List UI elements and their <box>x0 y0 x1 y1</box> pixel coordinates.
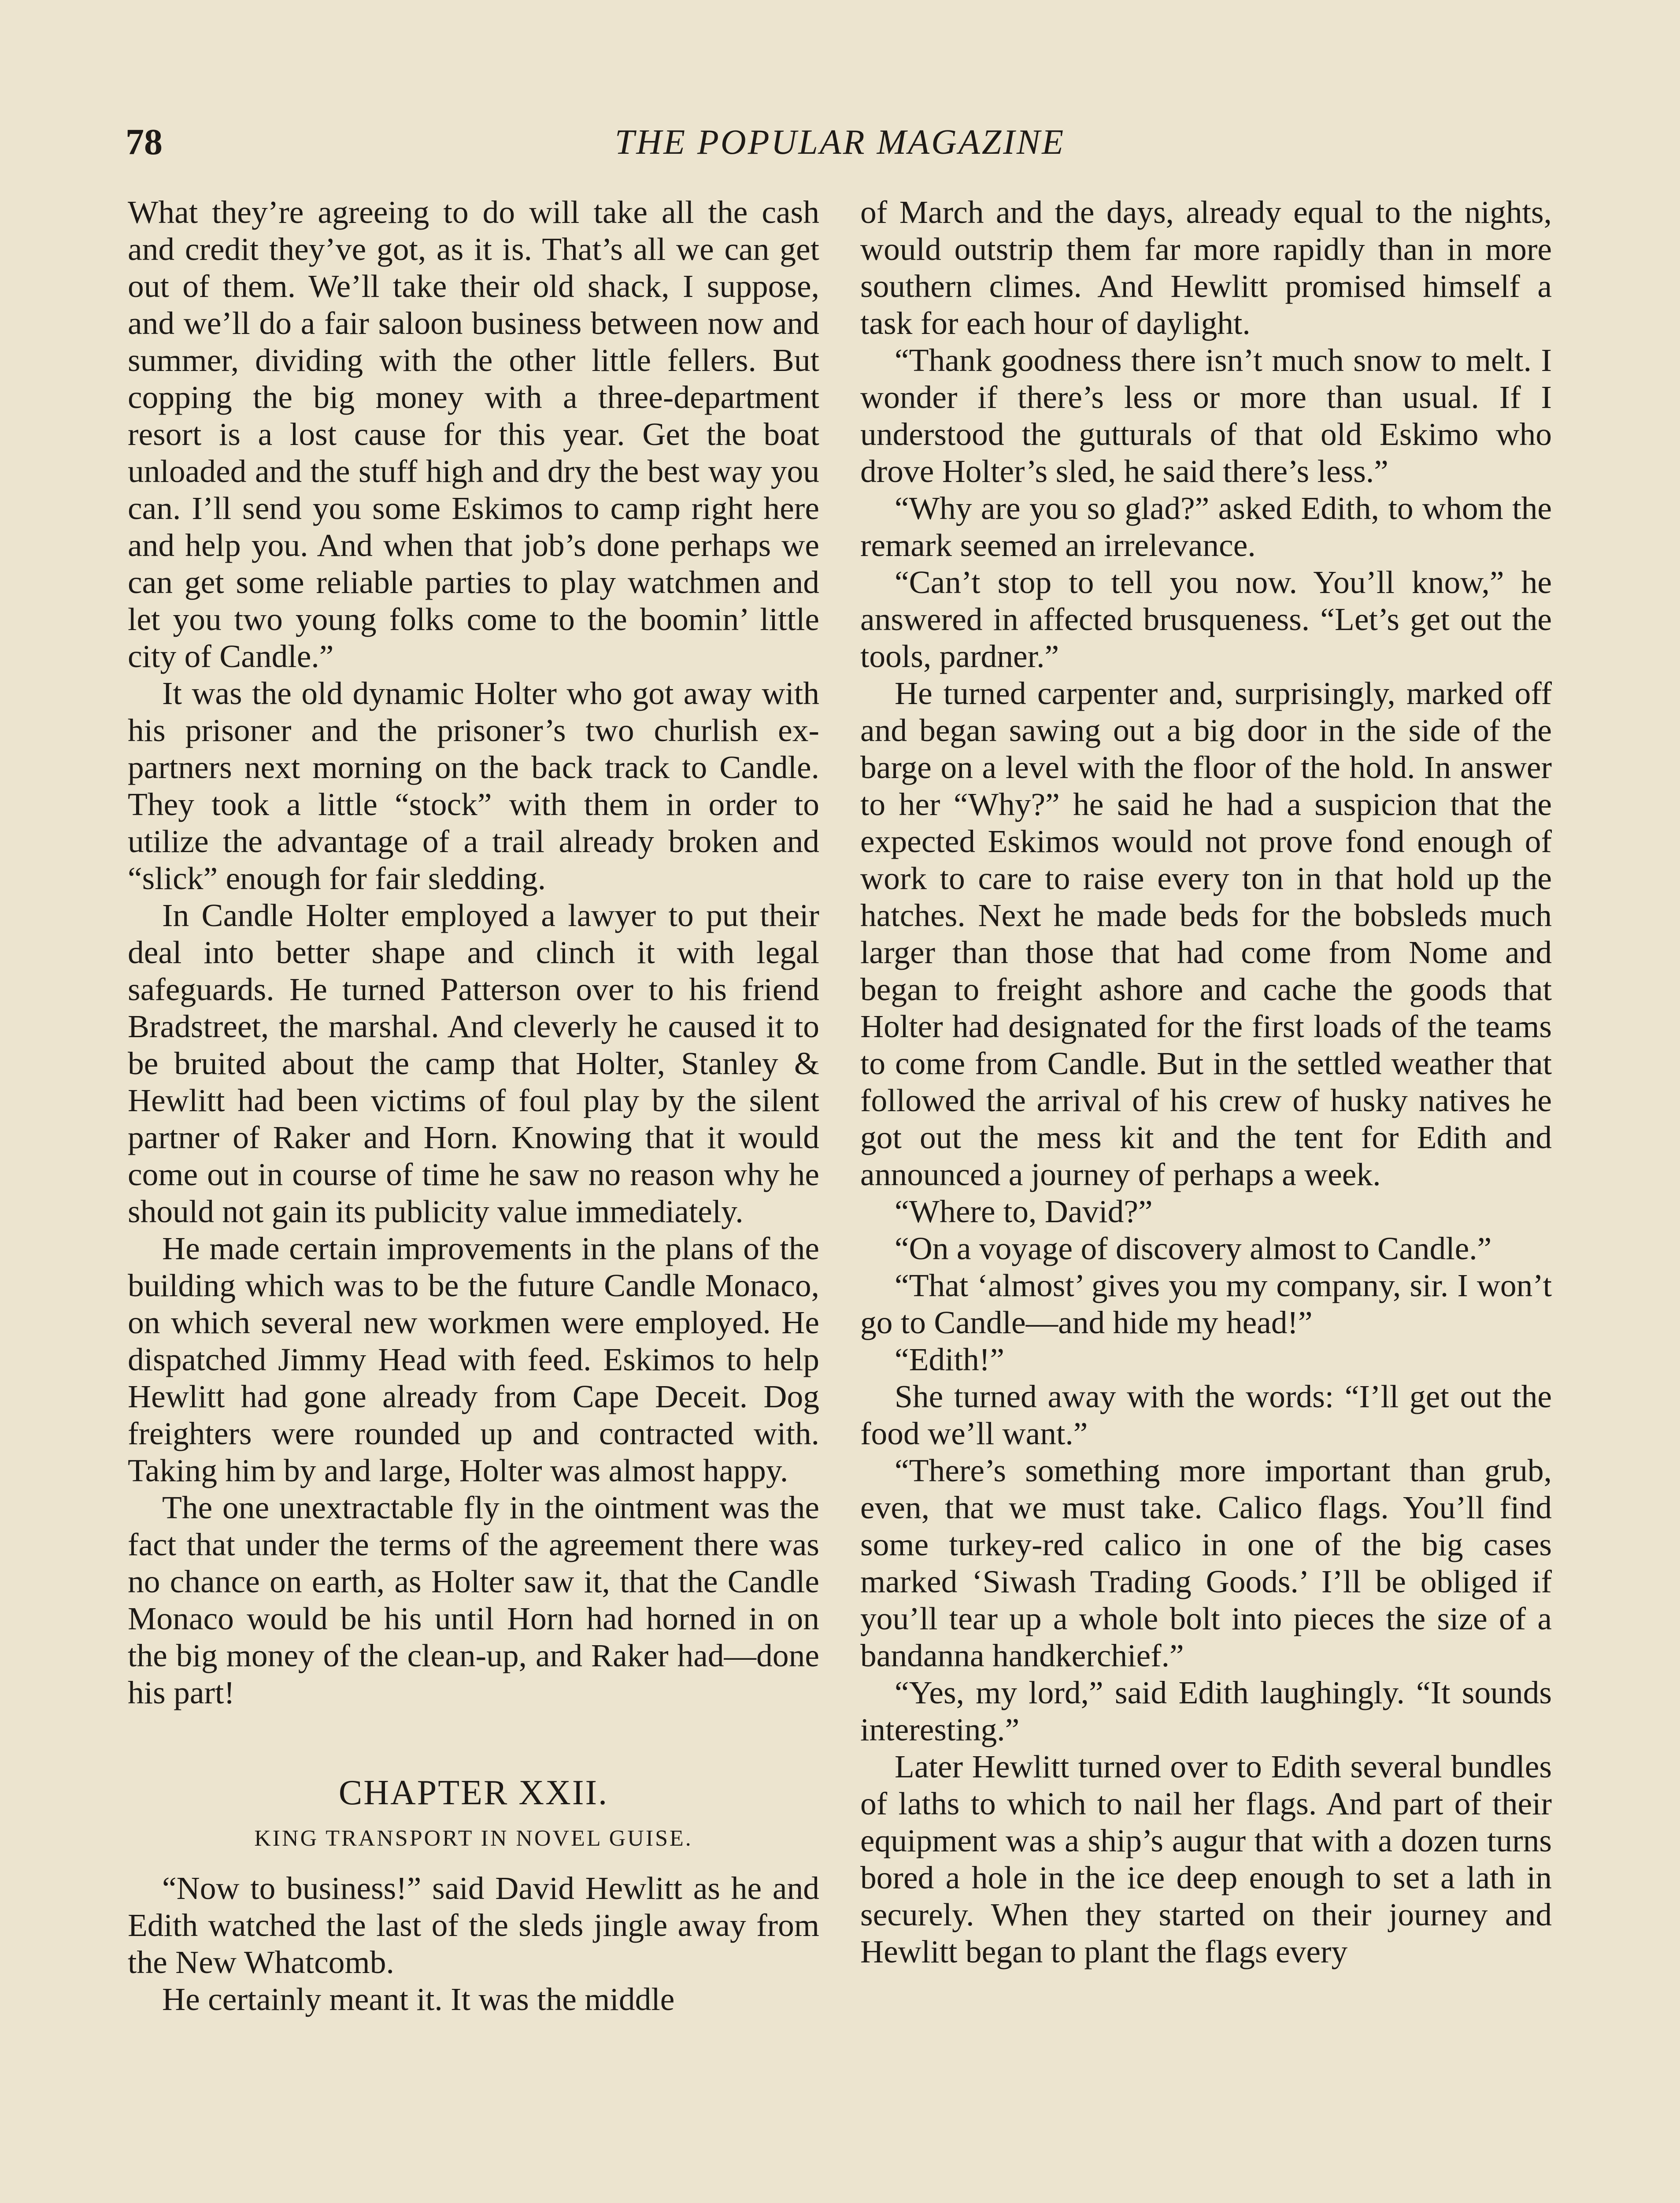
paragraph: He made certain improvements in the plans of the building which was to be the future Candle Monaco, on which several new workmen were employed. He dispatched Jimmy Head with feed. Eskimos to help Hewlitt had gone already from Cape Deceit. Dog freighters were rounded up and contracted with. Taking him by and large, Holter was almost happy. <box>128 1231 819 1488</box>
paragraph: Later Hewlitt turned over to Edith several bundles of laths to which to nail her flags. And part of their equipment was a ship’s augur that with a dozen turns bored a hole in the ice deep enough to set a lath in securely. When they started on their journey and Hewlitt began to plant the flags every <box>860 1749 1552 1969</box>
right-column <box>860 194 1552 1970</box>
page-number: 78 <box>126 122 163 163</box>
paragraph: “Now to business!” said David Hewlitt as he and Edith watched the last of the sleds jingle away from the New Whatcomb. <box>128 1870 819 1980</box>
paragraph: “On a voyage of discovery almost to Candle.” <box>895 1231 1492 1266</box>
chapter-subtitle: KING TRANSPORT IN NOVEL GUISE. <box>254 1826 693 1851</box>
paragraph: of March and the days, already equal to the nights, would outstrip them far more rapidly than in more southern climes. And Hewlitt promised himself a task for each hour of daylight. <box>860 194 1552 341</box>
paragraph: He certainly meant it. It was the middle <box>162 1981 675 2017</box>
paragraph: The one unextractable fly in the ointment was the fact that under the terms of the agreement there was no chance on earth, as Holter saw it, that the Candle Monaco would be his until Horn had horned in on the big money of the clean-up, and Raker had—done his part! <box>128 1490 819 1710</box>
paragraph: “There’s something more important than grub, even, that we must take. Calico flags. You’ll find some turkey-red calico in one of the big cases marked ‘Siwash Trading Goods.’ I’ll be obliged if you’ll tear up a whole bolt into pieces the size of a bandanna handkerchief.” <box>860 1453 1552 1673</box>
paragraph: “Can’t stop to tell you now. You’ll know,” he answered in affected brusqueness. “Let’s get out the tools, pardner.” <box>860 564 1552 674</box>
page-header <box>126 118 1554 167</box>
running-head: THE POPULAR MAGAZINE <box>614 123 1066 162</box>
paragraph: “Where to, David?” <box>895 1194 1153 1229</box>
paragraph: “Thank goodness there isn’t much snow to melt. I wonder if there’s less or more than usual. If I understood the gutturals of that old Eskimo who drove Holter’s sled, he said there’s less.” <box>860 342 1552 489</box>
paragraph: What they’re agreeing to do will take all the cash and credit they’ve got, as it is. That’s all we can get out of them. We’ll take their old shack, I suppose, and we’ll do a fair saloon business between now and summer, dividing with the other little fellers. But copping the big money with a three-department resort is a lost cause for this year. Get the boat unloaded and the stuff high and dry the best way you can. I’ll send you some Eskimos to camp right here and help you. And when that job’s done perhaps we can get some reliable parties to play watchmen and let you two young folks come to the boomin’ little city of Candle.” <box>128 194 819 674</box>
paragraph: It was the old dynamic Holter who got away with his prisoner and the prisoner’s two churlish ex-partners next morning on the back track to Candle. They took a little “stock” with them in order to utilize the advantage of a trail already broken and “slick” enough for fair sledding. <box>128 675 819 896</box>
paragraph: In Candle Holter employed a lawyer to put their deal into better shape and clinch it with legal safeguards. He turned Patterson over to his friend Bradstreet, the marshal. And cleverly he caused it to be bruited about the camp that Holter, Stanley & Hewlitt had been victims of foul play by the silent partner of Raker and Horn. Knowing that it would come out in course of time he saw no reason why he should not gain its publicity value immediately. <box>128 898 819 1229</box>
paragraph: She turned away with the words: “I’ll get out the food we’ll want.” <box>860 1379 1552 1451</box>
paragraph: “Yes, my lord,” said Edith laughingly. “It sounds interesting.” <box>860 1675 1552 1747</box>
paragraph: He turned carpenter and, surprisingly, marked off and began sawing out a big door in the side of the barge on a level with the floor of the hold. In answer to her “Why?” he said he had a suspicion that the expected Eskimos would not prove fond enough of work to care to raise every ton in that hold up the hatches. Next he made beds for the bobsleds much larger than those that had come from Nome and began to freight ashore and cache the goods that Holter had designated for the first loads of the teams to come from Candle. But in the settled weather that followed the arrival of his crew of husky natives he got out the mess kit and the tent for Edith and announced a journey of perhaps a week. <box>860 675 1552 1192</box>
left-column <box>128 194 819 2018</box>
paragraph: “That ‘almost’ gives you my company, sir. I won’t go to Candle—and hide my head!” <box>860 1268 1552 1340</box>
paragraph: “Why are you so glad?” asked Edith, to whom the remark seemed an irrelevance. <box>860 490 1552 563</box>
paragraph: “Edith!” <box>895 1342 1004 1377</box>
chapter-title: CHAPTER XXII. <box>338 1773 609 1812</box>
